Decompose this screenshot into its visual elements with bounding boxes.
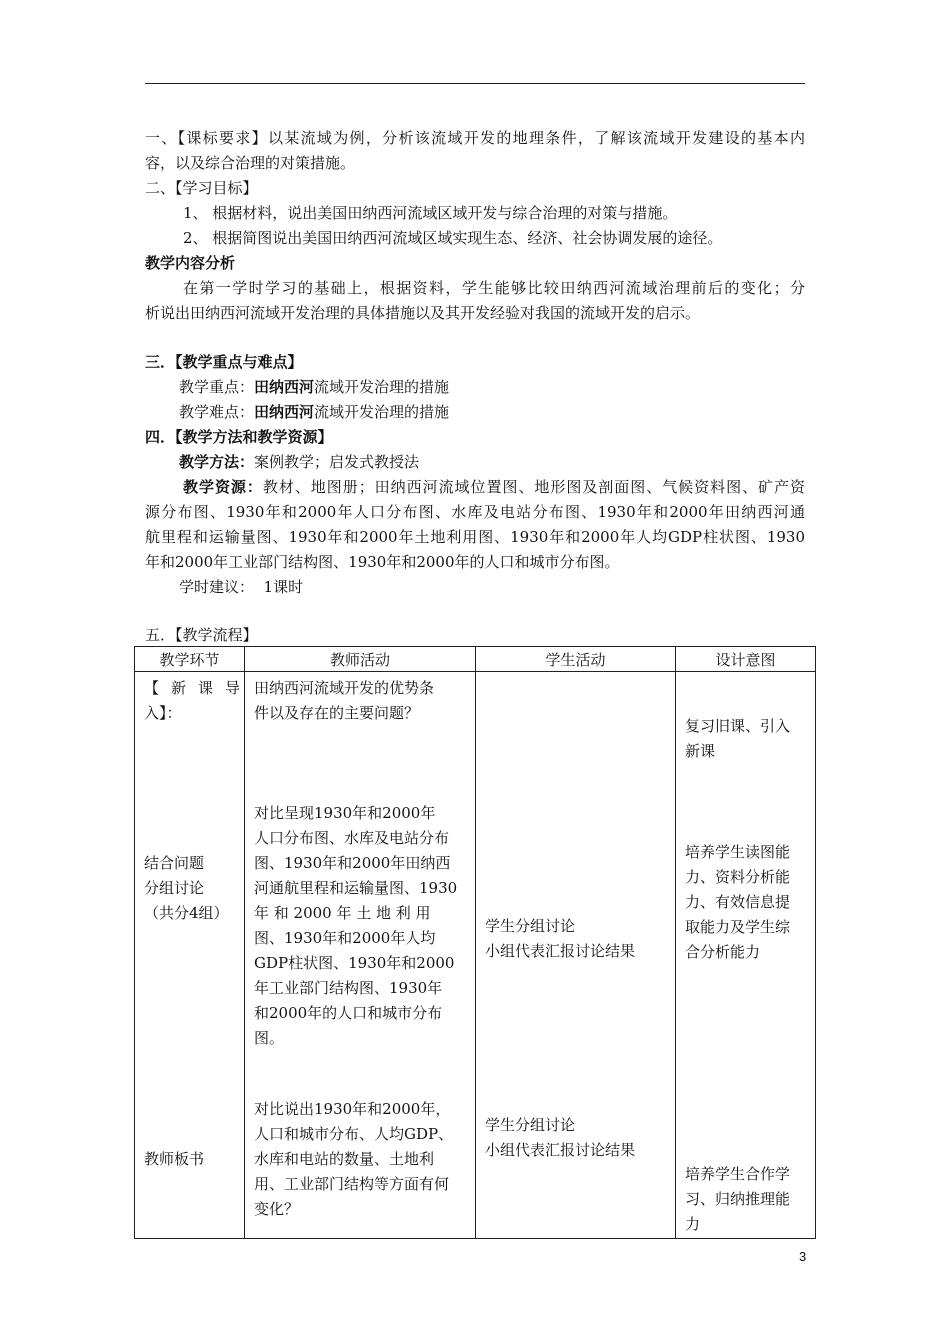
intent-a-line2: 新课	[685, 742, 716, 760]
stage-group-line3: （共分4组）	[144, 904, 229, 922]
intent-c-line1: 培养学生合作学	[685, 1165, 791, 1183]
student-b-line2: 小组代表汇报讨论结果	[485, 1141, 636, 1159]
student-b-line1: 学生分组讨论	[485, 1116, 576, 1134]
resources-text: 教材、地图册；田纳西河流域位置图、地形图及剖面图、气候资料图、矿产资	[262, 478, 805, 496]
table-header-row	[135, 647, 816, 672]
teaching-key-point	[179, 377, 449, 397]
key-points-heading: 三．【教学重点与难点】	[145, 353, 303, 371]
difficulty-label: 教学难点：	[179, 403, 255, 421]
curriculum-requirement-line2: 容，以及综合治理的对策措施。	[145, 154, 356, 172]
col-header-intent: 设计意图	[676, 647, 816, 672]
intent-c-line2: 习、归纳推理能	[685, 1190, 791, 1208]
teaching-flow-table	[134, 646, 816, 1239]
learning-goal-2: 2、 根据简图说出美国田纳西河流域区域实现生态、经济、社会协调发展的途径。	[183, 229, 723, 247]
col-header-teacher: 教师活动	[245, 647, 476, 672]
stage-intro-line1: 【 新 课 导	[144, 679, 240, 697]
student-a-line2: 小组代表汇报讨论结果	[485, 942, 636, 960]
teacher-compare-line8: 年工业部门结构图、1930年	[254, 979, 443, 997]
difficulty-text: 流域开发治理的措施	[314, 403, 450, 421]
teacher-discuss-line2: 人口和城市分布、人均GDP、	[254, 1125, 454, 1143]
teaching-resources-line3: 航里程和运输量图、1930年和2000年土地利用图、1930年和2000年人均GDP柱状图、1930	[145, 528, 805, 546]
teaching-resources-line2: 源分布图、1930年和2000年人口分布图、水库及电站分布图、1930年和2000年田纳西河通	[145, 503, 805, 521]
intent-b-line1: 培养学生读图能	[685, 843, 791, 861]
teacher-discuss-line4: 用、工业部门结构等方面有何	[254, 1175, 450, 1193]
intent-b-line3: 力、有效信息提	[685, 893, 791, 911]
stage-group-line2: 分组讨论	[144, 879, 205, 897]
method-text: 案例教学；启发式教授法	[254, 453, 420, 471]
intent-cell	[676, 672, 816, 1239]
teacher-compare-line6: 图、1930年和2000年人均	[254, 929, 436, 947]
teacher-discuss-line1: 对比说出1930年和2000年，	[254, 1100, 451, 1118]
difficulty-river: 田纳西河	[254, 403, 315, 421]
learning-goals-heading: 二、【学习目标】	[145, 179, 258, 197]
header-rule	[145, 83, 805, 84]
intent-b-line4: 取能力及学生综	[685, 918, 791, 936]
methods-resources-heading: 四．【教学方法和教学资源】	[145, 428, 333, 446]
teacher-q1-line1: 田纳西河流域开发的优势条	[254, 679, 435, 697]
key-point-text: 流域开发治理的措施	[314, 378, 450, 396]
stage-group-line1: 结合问题	[144, 854, 205, 872]
teacher-discuss-line3: 水库和电站的数量、土地利	[254, 1150, 435, 1168]
method-label: 教学方法：	[179, 453, 255, 471]
teacher-compare-line10: 图。	[254, 1029, 285, 1047]
intent-b-line5: 合分析能力	[685, 943, 761, 961]
teacher-compare-line5: 年 和 2000 年 土 地 利 用	[254, 904, 431, 922]
col-header-stage: 教学环节	[135, 647, 245, 672]
page-number: 3	[799, 1249, 807, 1264]
stage-intro-line2: 入】：	[144, 704, 182, 722]
resources-label: 教学资源：	[183, 478, 263, 496]
curriculum-requirement-line1: 一、【课标要求】以某流域为例，分析该流域开发的地理条件，了解该流域开发建设的基本内	[145, 129, 805, 147]
col-header-student: 学生活动	[476, 647, 676, 672]
student-cell	[476, 672, 676, 1239]
content-analysis-heading: 教学内容分析	[145, 254, 236, 272]
teaching-difficulty	[179, 402, 449, 422]
stage-board: 教师板书	[144, 1150, 205, 1168]
teacher-compare-line7: GDP柱状图、1930年和2000	[254, 954, 455, 972]
key-point-river: 田纳西河	[254, 378, 315, 396]
teacher-compare-line9: 和2000年的人口和城市分布	[254, 1004, 443, 1022]
teacher-cell	[245, 672, 476, 1239]
teaching-resources-line1	[183, 477, 805, 497]
stage-cell	[135, 672, 245, 1239]
teacher-discuss-line5: 变化？	[254, 1200, 300, 1218]
learning-goal-1: 1、 根据材料，说出美国田纳西河流域区域开发与综合治理的对策与措施。	[183, 204, 678, 222]
teaching-flow-heading: 五．【教学流程】	[145, 626, 258, 644]
content-analysis-line2: 析说出田纳西河流域开发治理的具体措施以及其开发经验对我国的流域开发的启示。	[145, 304, 701, 322]
teacher-q1-line2: 件以及存在的主要问题？	[254, 704, 420, 722]
intent-b-line2: 力、资料分析能	[685, 868, 791, 886]
teaching-method	[179, 452, 419, 472]
teacher-compare-line2: 人口分布图、水库及电站分布	[254, 829, 450, 847]
teacher-compare-line4: 河通航里程和运输量图、1930	[254, 879, 458, 897]
content-analysis-line1: 在第一学时学习的基础上，根据资料，学生能够比较田纳西河流域治理前后的变化；分	[183, 279, 805, 297]
intent-a-line1: 复习旧课、引入	[685, 717, 791, 735]
teacher-compare-line1: 对比呈现1930年和2000年	[254, 804, 436, 822]
key-point-label: 教学重点：	[179, 378, 255, 396]
teaching-resources-line4: 年和2000年工业部门结构图、1930年和2000年的人口和城市分布图。	[145, 553, 620, 571]
student-a-line1: 学生分组讨论	[485, 917, 576, 935]
suggested-hours: 学时建议： 1课时	[179, 578, 304, 596]
intent-c-line3: 力	[685, 1215, 701, 1233]
table-row	[135, 672, 816, 1239]
teacher-compare-line3: 图、1930年和2000年田纳西	[254, 854, 451, 872]
